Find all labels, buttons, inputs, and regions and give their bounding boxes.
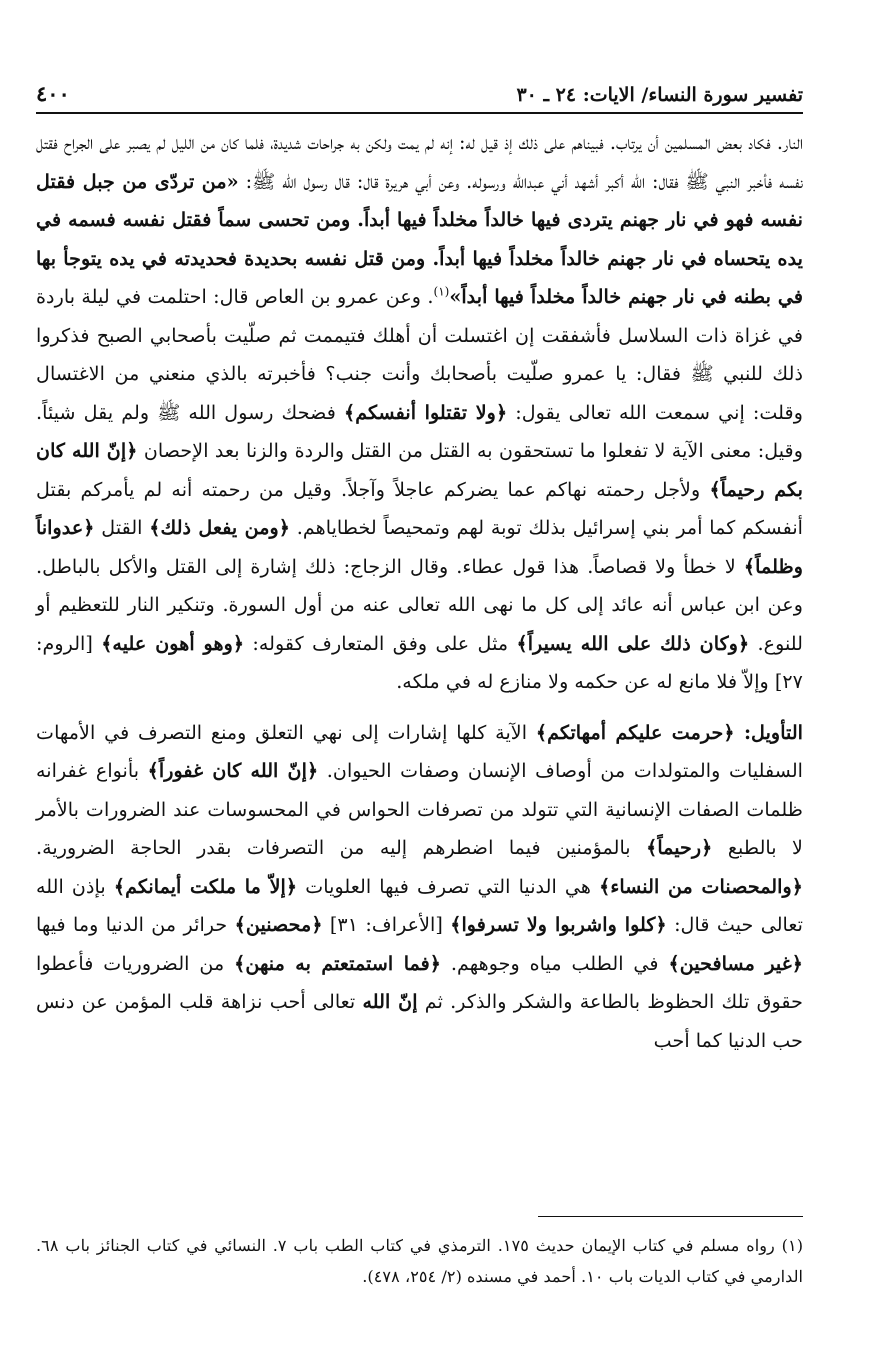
quran-quote: ﴿ومن يفعل ذلك﴾ — [149, 516, 290, 539]
footnote-1: (١) رواه مسلم في كتاب الإيمان حديث ١٧٥. الترمذي في كتاب الطب باب ٧. النسائي في كتاب الجنائز باب ٦٨. الدارمي في كتاب الديات باب ١٠. أحمد في مسنده (٢/ ٢٥٤، ٤٧٨). — [36, 1236, 804, 1286]
text-run: لا خطأ ولا قصاصاً. هذا قول عطاء. وقال الزجاج: ذلك إشارة إلى القتل والأكل بالباطل. وعن ابن عباس أنه عائد إلى كل ما نهى الله تعالى عنه من أول السورة. وتنكير النار للتعظيم أو للنوع. — [36, 554, 803, 655]
main-text — [36, 124, 803, 1060]
footnotes — [36, 1230, 803, 1292]
quran-quote: ﴿كلوا واشربوا ولا تسرفوا﴾ — [450, 913, 667, 936]
text-run: النار. فكاد بعض المسلمين أن يرتاب. فبيناهم على ذلك إذ قيل له: إنه لم يمت ولكن به جراحات شديدة، فلما كان من الليل لم يصبر على الجراح فقتل نفسه فأخبر النبي ﷺ فقال: الله أكبر أشهد أني عبدالله ورسوله. وعن أبي هريرة قال: قال رسول الله ﷺ: — [36, 131, 803, 193]
quran-quote: ﴿محصنين﴾ — [234, 913, 323, 936]
page-header — [36, 78, 803, 114]
paragraph-tawil — [36, 714, 803, 1061]
page-number: ٤٠٠ — [36, 81, 70, 106]
text-run: بأنواع غفرانه ظلمات الصفات الإنسانية التي تتولد من تصرفات الحواس في المحسوسات عند الضرورات بالأمر لا بالطبع — [36, 759, 803, 859]
paragraph-commentary — [36, 124, 803, 702]
text-run: القتل — [94, 516, 150, 539]
quran-quote: ﴿رحيماً﴾ — [646, 836, 713, 859]
footnote-marker[interactable]: (١) — [433, 284, 450, 299]
text-run: حرائر من الدنيا وما فيها — [36, 913, 235, 936]
text-run: تعالى أحب نزاهة قلب المؤمن عن دنس حب الدنيا كما أحب — [36, 990, 803, 1052]
footnote-divider — [538, 1216, 803, 1217]
text-run: فضحك رسول الله ﷺ ولم يقل شيئاً. وقيل: معنى الآية لا تفعلوا ما تستحقون به القتل من القتل والردة والزنا بعد الإحصان — [36, 400, 803, 462]
quran-quote: ﴿وكان ذلك على الله يسيراً﴾ — [516, 631, 750, 655]
text-run: . وعن عمرو بن العاص قال: احتلمت في ليلة باردة في غزاة ذات السلاسل فأشفقت إن اغتسلت أن أهلك فتيممت ثم صلّيت بأصحابي الصبح فذكروا ذلك للنبي ﷺ فقال: يا عمرو صلّيت بأصحابك وأنت جنب؟ فأخبرته بالذي منعني من الاغتسال وقلت: إني سمعت الله تعالى يقول: — [36, 285, 803, 424]
running-title: تفسير سورة النساء/ الايات: ٢٤ ـ ٣٠ — [516, 84, 803, 106]
text-run: مثل على وفق المتعارف كقوله: — [244, 631, 517, 655]
quran-quote: ﴿والمحصنات من النساء﴾ — [599, 874, 803, 898]
quran-quote: ﴿فما استمتعتم به منهن﴾ — [234, 951, 442, 975]
quran-quote: ﴿إلاّ ما ملكت أيمانكم﴾ — [113, 874, 298, 898]
text-run: هي الدنيا التي تصرف فيها العلويات — [297, 874, 600, 898]
text-run: الآية كلها إشارات إلى نهي التعلق ومنع التصرف في الأمهات السفليات والمتولدات من أوصاف الإنسان وصفات الحيوان. — [36, 720, 803, 782]
quran-quote: ﴿غير مسافحين﴾ — [668, 951, 803, 975]
text-run: ولأجل رحمته نهاكم عما يضركم عاجلاً وآجلاً. وقيل من رحمته أنه لم يأمركم بقتل أنفسكم كما أمر بني إسرائيل بذلك توبة لهم وتمحيصاً لخطاياهم. — [36, 477, 803, 539]
quran-quote: ﴿ولا تقتلوا أنفسكم﴾ — [343, 400, 508, 424]
divine-name: إنّ الله — [362, 990, 418, 1013]
text-run: [الأعراف: ٣١] — [322, 913, 451, 936]
text-run: في الطلب مياه وجوههم. — [441, 951, 669, 975]
text-run: [الروم: ٢٧] وإلاّ فلا مانع له عن حكمه ولا منازع له في ملكه. — [36, 631, 803, 693]
text-run: بالمؤمنين فيما اضطرهم إليه من التصرفات بقدر الحاجة الضرورية. — [36, 836, 647, 859]
quran-quote: ﴿وهو أهون عليه﴾ — [101, 631, 245, 655]
quran-quote: ﴿إنّ الله كان بكم رحيماً﴾ — [36, 439, 803, 501]
section-label: التأويل: — [734, 720, 804, 744]
text-run: من الضروريات فأعطوا حقوق تلك الحظوظ بالطاعة والشكر والذكر. ثم — [36, 951, 803, 1013]
quran-quote: ﴿حرمت عليكم أمهاتكم﴾ — [535, 720, 735, 744]
book-page — [36, 78, 803, 1351]
hadith-quote: «من تردّى من جبل فقتل نفسه فهو في نار جهنم يتردى فيها خالداً مخلداً فيها أبداً. ومن تحسى سماً فقتل نفسه فسمه في يده يتحساه في نار جهنم خالداً مخلداً فيها أبداً. ومن قتل نفسه بحديدة فحديدته في يده يتوجأ بها في بطنه في نار جهنم خالداً مخلداً فيها أبداً» — [36, 169, 803, 308]
quran-quote: ﴿إنّ الله كان غفوراً﴾ — [147, 759, 319, 782]
quran-quote: ﴿عدواناً وظلماً﴾ — [36, 516, 803, 578]
text-run: بإذن الله تعالى حيث قال: — [36, 874, 803, 936]
